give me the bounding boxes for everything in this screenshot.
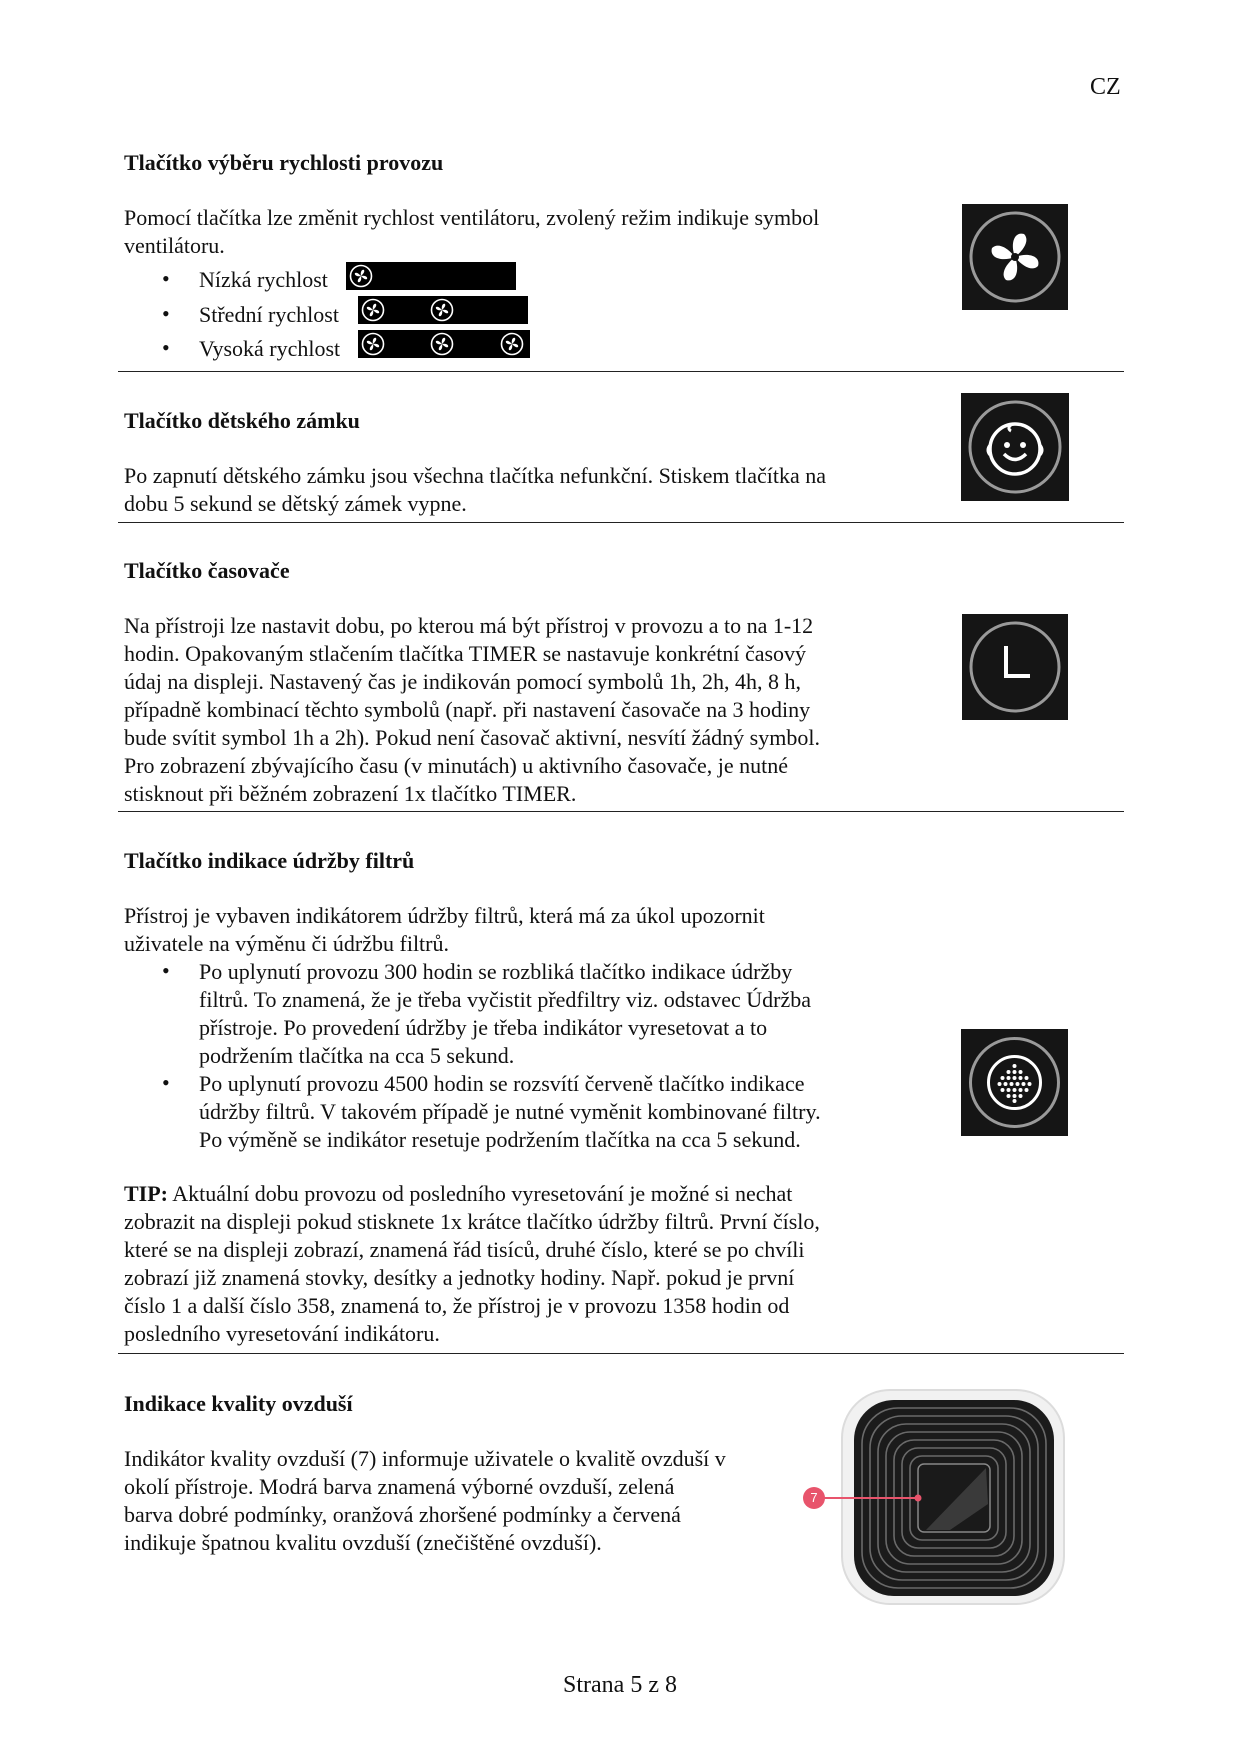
filter-bullet-2-line: Po uplynutí provozu 4500 hodin se rozsvítí červeně tlačítko indikace: [199, 1071, 805, 1096]
tip-text: Aktuální dobu provozu od posledního vyresetování je možné si nechat: [168, 1181, 793, 1206]
timer-text-line: údaj na displeji. Nastavený čas je indikován pomocí symbolů 1h, 2h, 4h, 8 h,: [124, 669, 802, 694]
filter-intro-line-1: Přístroj je vybaven indikátorem údržby filtrů, která má za úkol upozornit: [124, 903, 765, 928]
timer-button-image: [962, 614, 1068, 720]
timer-text-line: stisknout při běžném zobrazení 1x tlačítko TIMER.: [124, 781, 577, 806]
timer-section-title: Tlačítko časovače: [124, 558, 290, 583]
filter-button-image: [961, 1029, 1068, 1136]
bullet: •: [162, 301, 170, 326]
bullet: •: [162, 1070, 170, 1095]
timer-text-line: Pro zobrazení zbývajícího času (v minutách) u aktivního časovače, je nutné: [124, 753, 789, 778]
air-text-line: Indikátor kvality ovzduší (7) informuje uživatele o kvalitě ovzduší v: [124, 1446, 726, 1471]
filter-bullet-1-line: filtrů. To znamená, že je třeba vyčistit předfiltry viz. odstavec Údržba: [199, 987, 811, 1012]
air-text-line: okolí přístroje. Modrá barva znamená výborné ovzduší, zelená: [124, 1474, 675, 1499]
childlock-text-line-1: Po zapnutí dětského zámku jsou všechna tlačítka nefunkční. Stiskem tlačítka na: [124, 463, 826, 488]
language-code: CZ: [1090, 74, 1121, 100]
page-number: Strana 5 z 8: [563, 1672, 677, 1698]
bullet: •: [162, 266, 170, 291]
air-section-title: Indikace kvality ovzduší: [124, 1391, 353, 1416]
air-quality-panel-graphic: [800, 1384, 1070, 1610]
speed-medium-label: Střední rychlost: [199, 302, 339, 327]
bullet: •: [162, 335, 170, 360]
timer-text-line: hodin. Opakovaným stlačením tlačítka TIMER se nastavuje konkrétní časový: [124, 641, 807, 666]
speed-high-indicator: [358, 330, 530, 358]
section-divider: [118, 811, 1124, 812]
section-divider: [118, 1353, 1124, 1354]
childlock-text-line-2: dobu 5 sekund se dětský zámek vypne.: [124, 491, 467, 516]
childlock-button-image: [961, 393, 1069, 501]
timer-text-line: případně kombinací těchto symbolů (např. při nastavení časovače na 3 hodiny: [124, 697, 811, 722]
filter-bullet-1-line: Po uplynutí provozu 300 hodin se rozbliká tlačítko indikace údržby: [199, 959, 793, 984]
tip-line: posledního vyresetování indikátoru.: [124, 1321, 440, 1346]
filter-bullet-2-line: Po výměně se indikátor resetuje podržením tlačítka na cca 5 sekund.: [199, 1127, 801, 1152]
tip-line: zobrazí již znamená stovky, desítky a jednotky hodiny. Např. pokud je první: [124, 1265, 795, 1290]
fan-icon: [962, 204, 1068, 310]
filter-bullet-1-line: přístroje. Po provedení údržby je třeba indikátor vyresetovat a to: [199, 1015, 768, 1040]
air-text-line: indikuje špatnou kvalitu ovzduší (znečištěné ovzduší).: [124, 1530, 602, 1555]
fan-icon: [430, 298, 454, 322]
tip-line: zobrazit na displeji pokud stisknete 1x krátce tlačítko údržby filtrů. První číslo,: [124, 1209, 820, 1234]
tip-line: číslo 1 a další číslo 358, znamená to, že přístroj je v provozu 1358 hodin od: [124, 1293, 790, 1318]
callout-number: 7: [810, 1490, 818, 1505]
tip-label: TIP:: [124, 1181, 168, 1206]
filter-intro-line-2: uživatele na výměnu či údržbu filtrů.: [124, 931, 449, 956]
speed-description-line-2: ventilátoru.: [124, 233, 225, 258]
timer-text-line: bude svítit symbol 1h a 2h). Pokud není časovač aktivní, nesvítí žádný symbol.: [124, 725, 820, 750]
tip-line-1: [124, 1180, 792, 1208]
section-divider: [118, 522, 1124, 523]
section-divider: [118, 371, 1124, 372]
clock-icon: [962, 614, 1068, 720]
fan-icon: [349, 264, 373, 288]
child-face-icon: [961, 393, 1069, 501]
filter-section-title: Tlačítko indikace údržby filtrů: [124, 848, 415, 873]
air-quality-panel-image: [800, 1384, 1070, 1610]
filter-bullet-1-line: podržením tlačítka na cca 5 sekund.: [199, 1043, 515, 1068]
fan-icon: [361, 332, 385, 356]
childlock-section-title: Tlačítko dětského zámku: [124, 408, 360, 433]
speed-low-indicator: [346, 262, 516, 290]
filter-dots-icon: [961, 1029, 1068, 1136]
bullet: •: [162, 958, 170, 983]
fan-icon: [500, 332, 524, 356]
fan-icon: [430, 332, 454, 356]
speed-description-line-1: Pomocí tlačítka lze změnit rychlost ventilátoru, zvolený režim indikuje symbol: [124, 205, 820, 230]
speed-button-image: [962, 204, 1068, 310]
speed-medium-indicator: [358, 296, 528, 324]
fan-icon: [361, 298, 385, 322]
speed-low-label: Nízká rychlost: [199, 267, 328, 292]
timer-text-line: Na přístroji lze nastavit dobu, po kterou má být přístroj v provozu a to na 1-12: [124, 613, 814, 638]
air-text-line: barva dobré podmínky, oranžová zhoršené podmínky a červená: [124, 1502, 681, 1527]
tip-line: které se na displeji zobrazí, znamená řád tisíců, druhé číslo, které se po chvíli: [124, 1237, 805, 1262]
filter-bullet-2-line: údržby filtrů. V takovém případě je nutné vyměnit kombinované filtry.: [199, 1099, 821, 1124]
speed-high-label: Vysoká rychlost: [199, 336, 341, 361]
speed-section-title: Tlačítko výběru rychlosti provozu: [124, 150, 444, 175]
